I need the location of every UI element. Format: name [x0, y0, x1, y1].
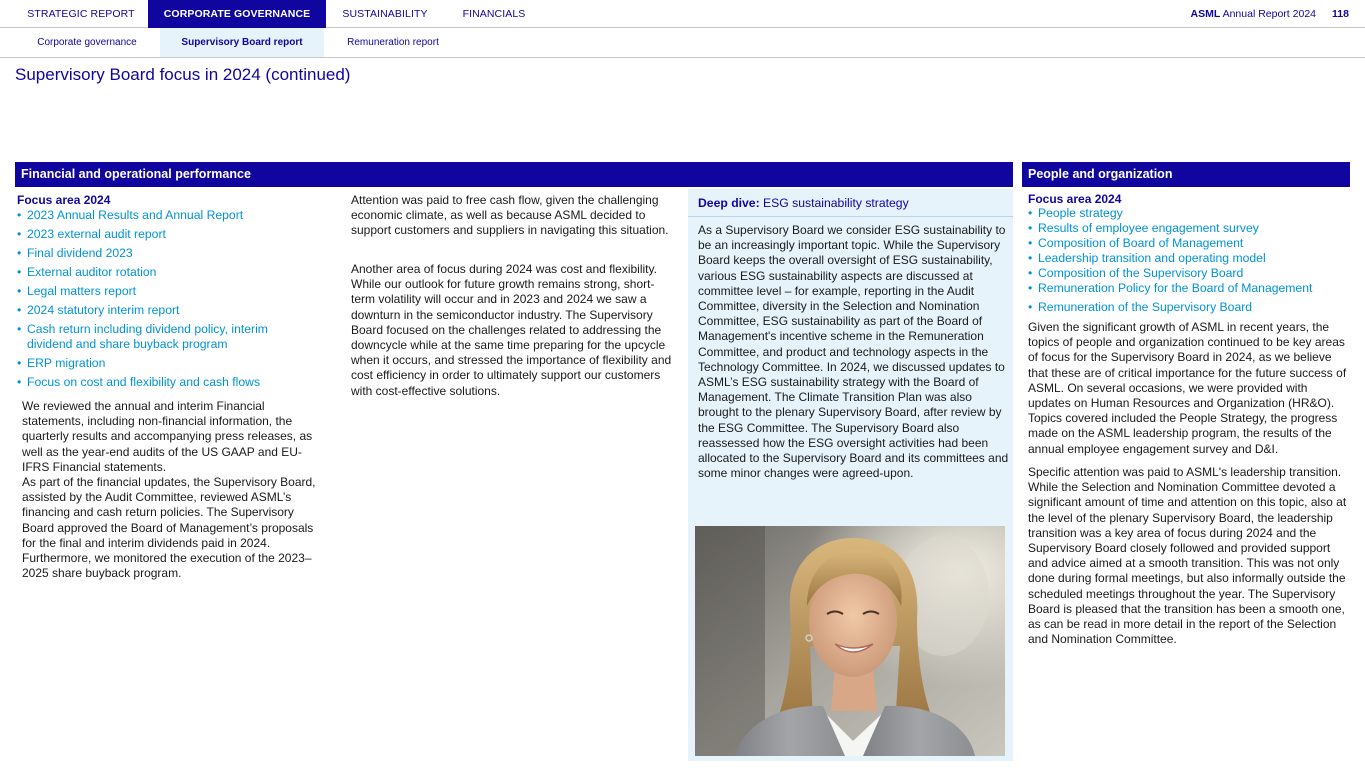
portrait-photo: [695, 526, 1005, 756]
report-brand: ASML: [1190, 8, 1221, 20]
focus-link-cost-flexibility[interactable]: • Focus on cost and flexibility and cash flows: [17, 375, 317, 390]
focus-link-cash-return[interactable]: • Cash return including dividend policy, interim dividend and share buyback program: [17, 322, 297, 352]
people-paragraph-1: Given the significant growth of ASML in recent years, the topics of people and organization continued to be key areas of focus for the Supervisory Board in 2024, as we believe that these are of critical importance for the future success of ASML. On several occasions, we were provided with updates on Human Resources and Organization (HR&O). Topics covered included the People Strategy, the progress made on the ASML leadership program, the results of the annual employee engagement survey and D&I.: [1028, 320, 1347, 456]
focus-link-engagement-survey[interactable]: • Results of employee engagement survey: [1028, 221, 1350, 236]
focus-link-final-dividend[interactable]: • Final dividend 2023: [17, 246, 317, 261]
focus-link-erp-migration[interactable]: • ERP migration: [17, 356, 317, 371]
tab-sustainability[interactable]: SUSTAINABILITY: [342, 8, 428, 20]
people-focus-title: Focus area 2024: [1028, 192, 1122, 206]
focus-link-supervisory-composition[interactable]: • Composition of the Supervisory Board: [1028, 266, 1350, 281]
subtab-corporate-governance[interactable]: Corporate governance: [37, 37, 137, 48]
deep-dive-text: As a Supervisory Board we consider ESG sustainability to be an increasingly important topic. While the Supervisory Board keeps the overall oversight of ESG sustainability, various ESG sustainability aspects are discussed at committee level – for example, reporting in the Audit Committee, diversity in the Selection and Nomination Committee, ESG sustainability as part of the Board of Management's incentive scheme in the Remuneration Committee, and product and technology aspects in the Technology Committee. In 2024, we discussed updates to ASML’s ESG sustainability strategy with the Board of Management. The Climate Transition Plan was also brought to the plenary Supervisory Board, after review by the ESG Committee. The Supervisory Board also reassessed how the ESG oversight activities had been allocated to the Supervisory Board and its committees and some minor changes were agreed-upon.: [698, 223, 1009, 481]
focus-link-interim-report[interactable]: • 2024 statutory interim report: [17, 303, 317, 318]
focus-link-supervisory-remuneration[interactable]: • Remuneration of the Supervisory Board: [1028, 300, 1350, 315]
people-paragraph-2: Specific attention was paid to ASML's leadership transition. While the Selection and Nomination Committee devoted a significant amount of time and attention on this topic, also at the level of the plenary Supervisory Board, the leadership transition was a key area of focus during 2024 and the Supervisory Board closely followed and provided support and advice aimed at a smooth transition. This was not only done during formal meetings, but also informally outside the scheduled meetings throughout the year. The Supervisory Board is pleased that the transition has been a smooth one, as can be read in more detail in the report of the Selection and Nomination Committee.: [1028, 465, 1347, 647]
page-number: 118: [1332, 8, 1349, 20]
focus-link-auditor-rotation[interactable]: • External auditor rotation: [17, 265, 317, 280]
deep-dive-header: [688, 189, 1013, 217]
report-name: Annual Report 2024: [1222, 8, 1316, 20]
deep-dive-title: ESG sustainability strategy: [763, 196, 909, 210]
focus-link-annual-results[interactable]: • 2023 Annual Results and Annual Report: [17, 208, 317, 223]
focus-link-legal-matters[interactable]: • Legal matters report: [17, 284, 317, 299]
focus-link-external-audit[interactable]: • 2023 external audit report: [17, 227, 317, 242]
top-nav: [0, 0, 1365, 28]
page-title: Supervisory Board focus in 2024 (continued): [15, 65, 351, 84]
focus-link-board-composition[interactable]: • Composition of Board of Management: [1028, 236, 1350, 251]
financial-paragraph-4: Another area of focus during 2024 was cost and flexibility. While our outlook for future growth remains strong, short-term volatility will occur and in 2023 and 2024 we saw a downturn in the semiconductor industry. The Supervisory Board focused on the challenges related to addressing the downcycle while at the same time preparing for the upcycle when it occurs, and stressed the importance of flexibility and cost efficiency in order to ultimately support our customers with cost-effective solutions.: [351, 262, 672, 398]
financial-focus-list: [17, 208, 317, 390]
people-section-header: People and organization: [1022, 162, 1350, 187]
focus-link-people-strategy[interactable]: • People strategy: [1028, 206, 1350, 221]
focus-link-remuneration-policy[interactable]: • Remuneration Policy for the Board of Management: [1028, 281, 1350, 296]
financial-section-header: Financial and operational performance: [15, 162, 1013, 187]
subtab-remuneration-report[interactable]: Remuneration report: [347, 37, 439, 48]
people-focus-list: [1028, 206, 1350, 315]
tab-corporate-governance[interactable]: CORPORATE GOVERNANCE: [148, 0, 326, 28]
financial-focus-title: Focus area 2024: [17, 193, 111, 207]
financial-paragraph-3: Attention was paid to free cash flow, given the challenging economic climate, as well as because ASML decided to support customers and suppliers in navigating this situation.: [351, 193, 669, 238]
report-label: [1191, 0, 1317, 29]
financial-paragraph-1: We reviewed the annual and interim Financial statements, including non-financial information, the quarterly results and accompanying press releases, as well as the year-end audits of the US GAAP and EU-IFRS Financial statements.: [22, 399, 313, 474]
tab-financials[interactable]: FINANCIALS: [462, 8, 526, 20]
tab-strategic-report[interactable]: STRATEGIC REPORT: [27, 8, 135, 20]
sub-nav: [0, 28, 1365, 58]
deep-dive-label: Deep dive:: [698, 196, 760, 210]
financial-paragraph-2: As part of the financial updates, the Supervisory Board, assisted by the Audit Committee, reviewed ASML’s financing and cash return policies. The Supervisory Board approved the Board of Management’s proposals for the final and interim dividends paid in 2024. Furthermore, we monitored the execution of the 2023–2025 share buyback program.: [22, 475, 316, 581]
subtab-supervisory-board-report[interactable]: Supervisory Board report: [160, 28, 324, 57]
focus-link-leadership-transition[interactable]: • Leadership transition and operating model: [1028, 251, 1350, 266]
